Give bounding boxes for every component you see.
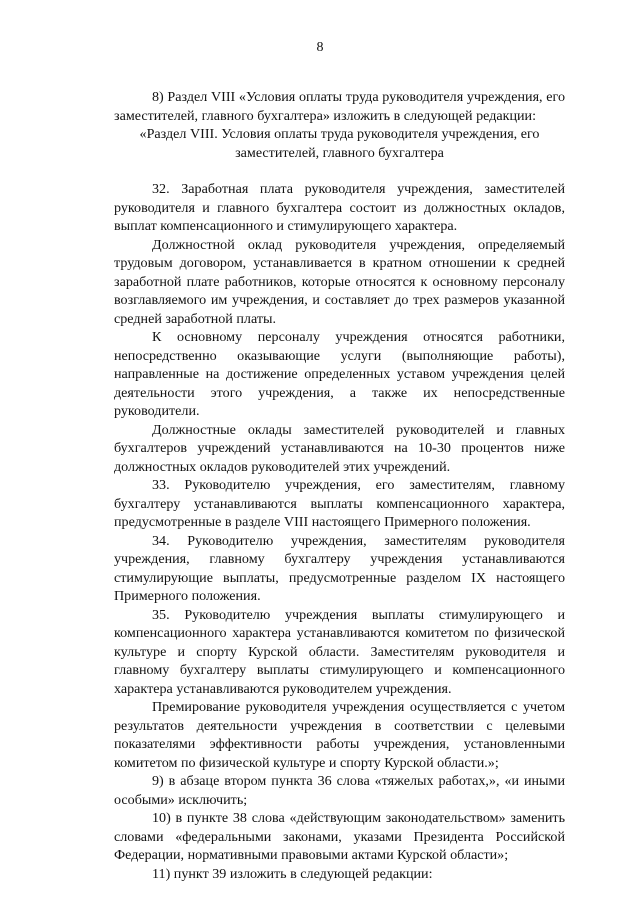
clause-35: 35. Руководителю учреждения выплаты стимулирующего и компенсационного характера устанавливаются комитетом по физической культуре и спорту Курской области. Заместителям руководителя и главному бухгалтеру выплаты стимулирующего и компенсационного характера устанавливаются руководителем учреждения. bbox=[114, 606, 565, 697]
amendment-item-9: 9) в абзаце втором пункта 36 слова «тяжелых работах,», «и иными особыми» исключить; bbox=[114, 773, 565, 808]
clause-34: 34. Руководителю учреждения, заместителям руководителя учреждения, главному бухгалтеру учреждения устанавливаются стимулирующие выплаты, предусмотренные разделом IX настоящего Примерного положения. bbox=[114, 532, 565, 604]
amendment-item-10: 10) в пункте 38 слова «действующим законодательством» заменить словами «федеральными законами, указами Президента Российской Федерации, нормативными правовыми актами Курской области»; bbox=[114, 810, 565, 863]
document-body bbox=[114, 88, 565, 883]
amendment-item-8: 8) Раздел VIII «Условия оплаты труда руководителя учреждения, его заместителей, главного бухгалтера» изложить в следующей редакции: bbox=[114, 89, 565, 124]
page-number: 8 bbox=[316, 40, 324, 55]
clause-32-paragraph-3: К основному персоналу учреждения относятся работники, непосредственно оказывающие услуги (выполняющие работы), направленные на достижение определенных уставом учреждения целей деятельности этого учреждения, а также их непосредственные руководители. bbox=[114, 329, 565, 419]
clause-33: 33. Руководителю учреждения, его заместителям, главному бухгалтеру устанавливаются выплаты компенсационного характера, предусмотренные в разделе VIII настоящего Примерного положения. bbox=[114, 477, 565, 530]
clause-35-paragraph-2: Премирование руководителя учреждения осуществляется с учетом результатов деятельности учреждения в соответствии с целевыми показателями эффективности работы учреждения, установленными комитетом по физической культуре и спорту Курской области.»; bbox=[114, 699, 565, 771]
clause-32: 32. Заработная плата руководителя учреждения, заместителей руководителя и главного бухгалтера состоит из должностных окладов, выплат компенсационного и стимулирующего характера. bbox=[114, 181, 565, 234]
clause-32-paragraph-2: Должностной оклад руководителя учреждения, определяемый трудовым договором, устанавливается в кратном отношении к средней заработной плате работников, которые относятся к основному персоналу возглавляемого им учреждения, и составляет до трех размеров указанной средней заработной платы. bbox=[114, 236, 565, 327]
amendment-item-11: 11) пункт 39 изложить в следующей редакции: bbox=[152, 865, 433, 882]
section-heading: «Раздел VIII. Условия оплаты труда руководителя учреждения, его заместителей, главного бухгалтера bbox=[139, 126, 540, 161]
clause-32-paragraph-4: Должностные оклады заместителей руководителей и главных бухгалтеров учреждений устанавливаются на 10-30 процентов ниже должностных окладов руководителей этих учреждений. bbox=[114, 421, 565, 475]
